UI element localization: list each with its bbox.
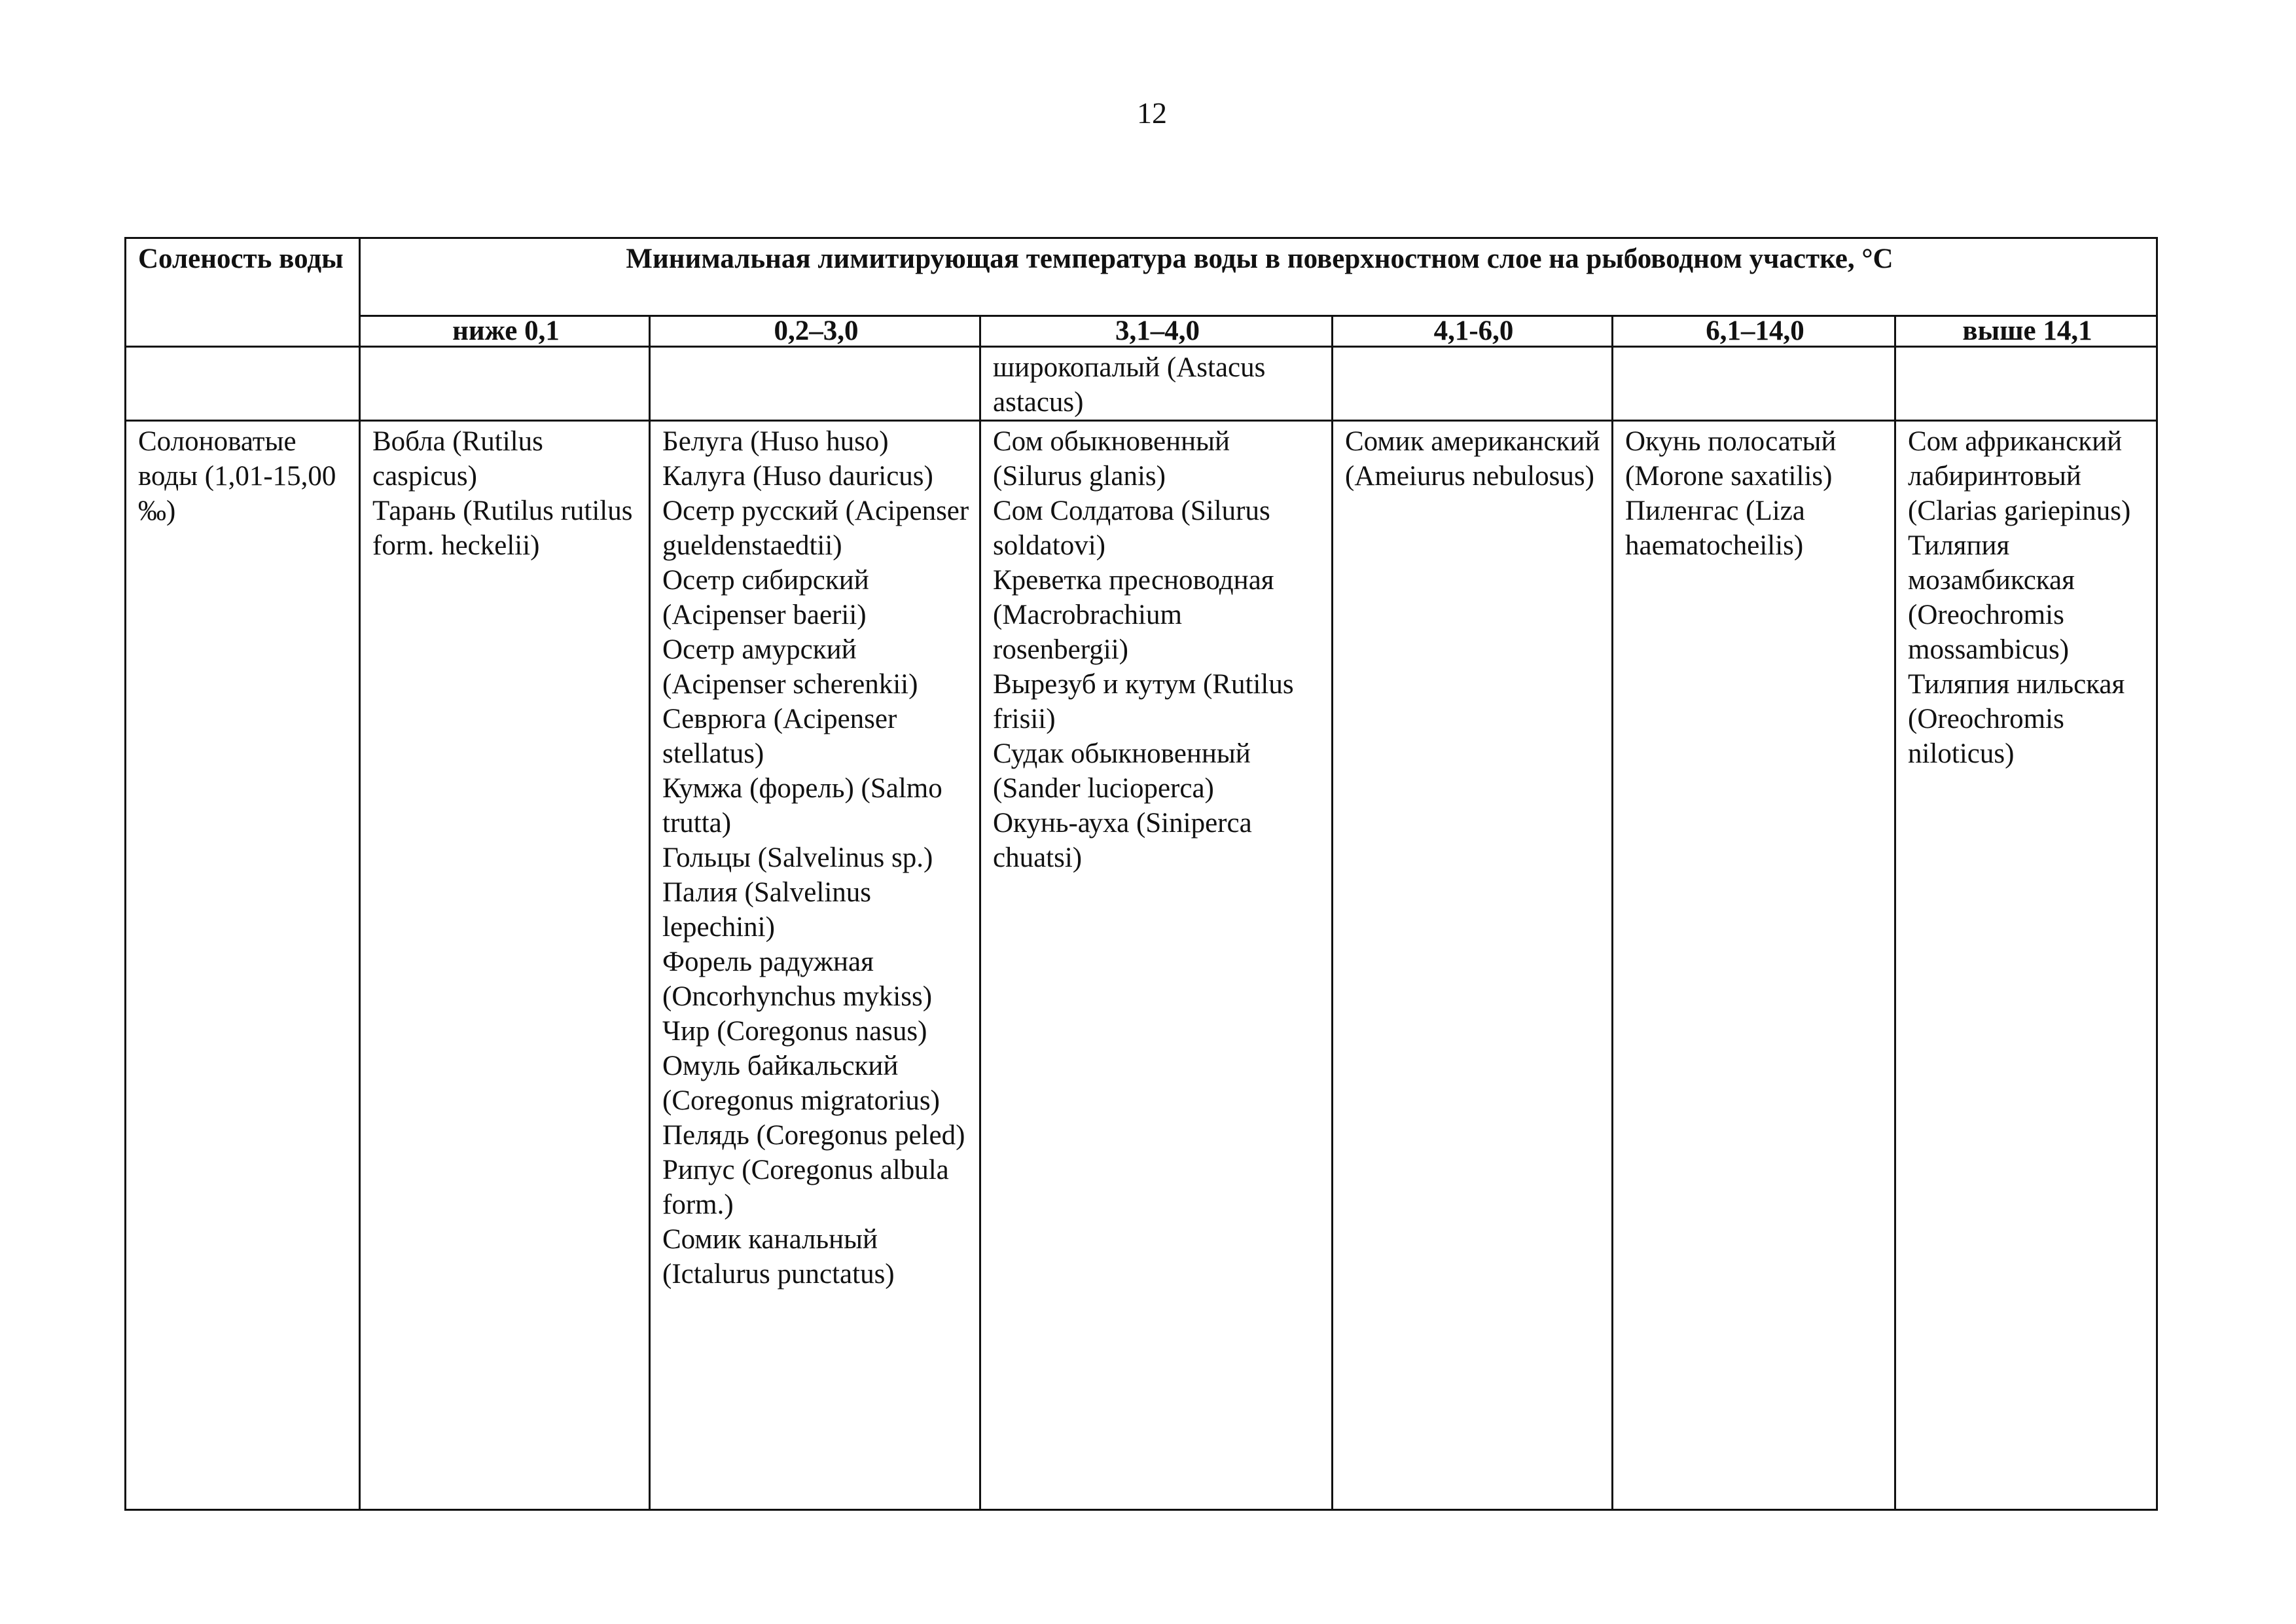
species-cell-6-1-14-0 (1613, 421, 1895, 1510)
species-entry: Сом африканский лабиринтовый (Clarias gariepinus) (1908, 426, 2131, 526)
range-header-6: выше 14,1 (1895, 316, 2157, 347)
continued-cell-salinity (126, 347, 360, 421)
salinity-column-header: Соленость воды (126, 238, 360, 347)
range-header-4: 4,1-6,0 (1333, 316, 1613, 347)
temperature-range-row (126, 316, 2157, 347)
species-cell-0-2-3-0 (650, 421, 980, 1510)
species-entry: Осетр сибирский (Acipenser baerii) (662, 565, 869, 630)
range-header-5: 6,1–14,0 (1613, 316, 1895, 347)
continued-cell-3: широкопалый (Astacus astacus) (980, 347, 1333, 421)
species-entry: Пиленгас (Liza haematocheilis) (1625, 496, 1805, 561)
species-entry: Вырезуб и кутум (Rutilus frisii) (993, 669, 1294, 734)
species-entry: Окунь полосатый (Morone saxatilis) (1625, 426, 1837, 492)
species-cell-below-0-1 (360, 421, 650, 1510)
species-entry: Окунь-ауха (Siniperca chuatsi) (993, 808, 1252, 873)
species-entry: Вобла (Rutilus caspicus) (372, 426, 543, 492)
range-header-2: 0,2–3,0 (650, 316, 980, 347)
species-cell-4-1-6-0 (1333, 421, 1613, 1510)
continued-cell-1 (360, 347, 650, 421)
species-entry: Тиляпия нильская (Oreochromis niloticus) (1908, 669, 2125, 769)
species-entry: Палия (Salvelinus lepechini) (662, 877, 871, 943)
species-entry: Осетр русский (Acipenser gueldenstaedtii) (662, 496, 969, 561)
species-entry: Калуга (Huso dauricus) (662, 461, 933, 492)
species-entry: Креветка пресноводная (Macrobrachium rosenbergii) (993, 565, 1274, 665)
species-entry: Сом Солдатова (Silurus soldatovi) (993, 496, 1270, 561)
page-number: 12 (1137, 96, 1167, 130)
continued-cell-2 (650, 347, 980, 421)
species-entry: Тарань (Rutilus rutilus form. heckelii) (372, 496, 633, 561)
range-header-1: ниже 0,1 (360, 316, 650, 347)
species-entry: Пелядь (Coregonus peled) (662, 1120, 965, 1151)
species-entry: Кумжа (форель) (Salmo trutta) (662, 773, 942, 839)
species-entry: Сомик канальный (Ictalurus punctatus) (662, 1224, 895, 1290)
species-entry: Севрюга (Acipenser stellatus) (662, 704, 897, 769)
species-entry: Гольцы (Salvelinus sp.) (662, 842, 933, 873)
continued-cell-4 (1333, 347, 1613, 421)
table-header-row (126, 238, 2157, 316)
species-entry: Рипус (Coregonus albula form.) (662, 1155, 949, 1220)
continued-cell-6 (1895, 347, 2157, 421)
continued-row (126, 347, 2157, 421)
salinity-cell: Солоноватые воды (1,01-15,00 ‰) (126, 421, 360, 1510)
brackish-water-row (126, 421, 2157, 1510)
species-entry: Тиляпия мозамбикская (Oreochromis mossambicus) (1908, 530, 2075, 665)
species-entry: Сом обыкновенный (Silurus glanis) (993, 426, 1230, 492)
species-entry: Форель радужная (Oncorhynchus mykiss) (662, 947, 933, 1012)
species-temperature-table (124, 237, 2158, 1511)
species-cell-above-14-1 (1895, 421, 2157, 1510)
species-entry: Осетр амурский (Acipenser scherenkii) (662, 634, 918, 700)
species-entry: Омуль байкальский (Coregonus migratorius) (662, 1051, 940, 1116)
species-cell-3-1-4-0 (980, 421, 1333, 1510)
species-entry: Белуга (Huso huso) (662, 426, 889, 457)
temperature-column-header: Минимальная лимитирующая температура воды в поверхностном слое на рыбоводном участке, °С (360, 238, 2157, 316)
species-entry: Сомик американский (Ameiurus nebulosus) (1345, 426, 1600, 492)
species-entry: Чир (Coregonus nasus) (662, 1016, 927, 1047)
continued-cell-5 (1613, 347, 1895, 421)
species-entry: Судак обыкновенный (Sander lucioperca) (993, 738, 1251, 804)
range-header-3: 3,1–4,0 (980, 316, 1333, 347)
